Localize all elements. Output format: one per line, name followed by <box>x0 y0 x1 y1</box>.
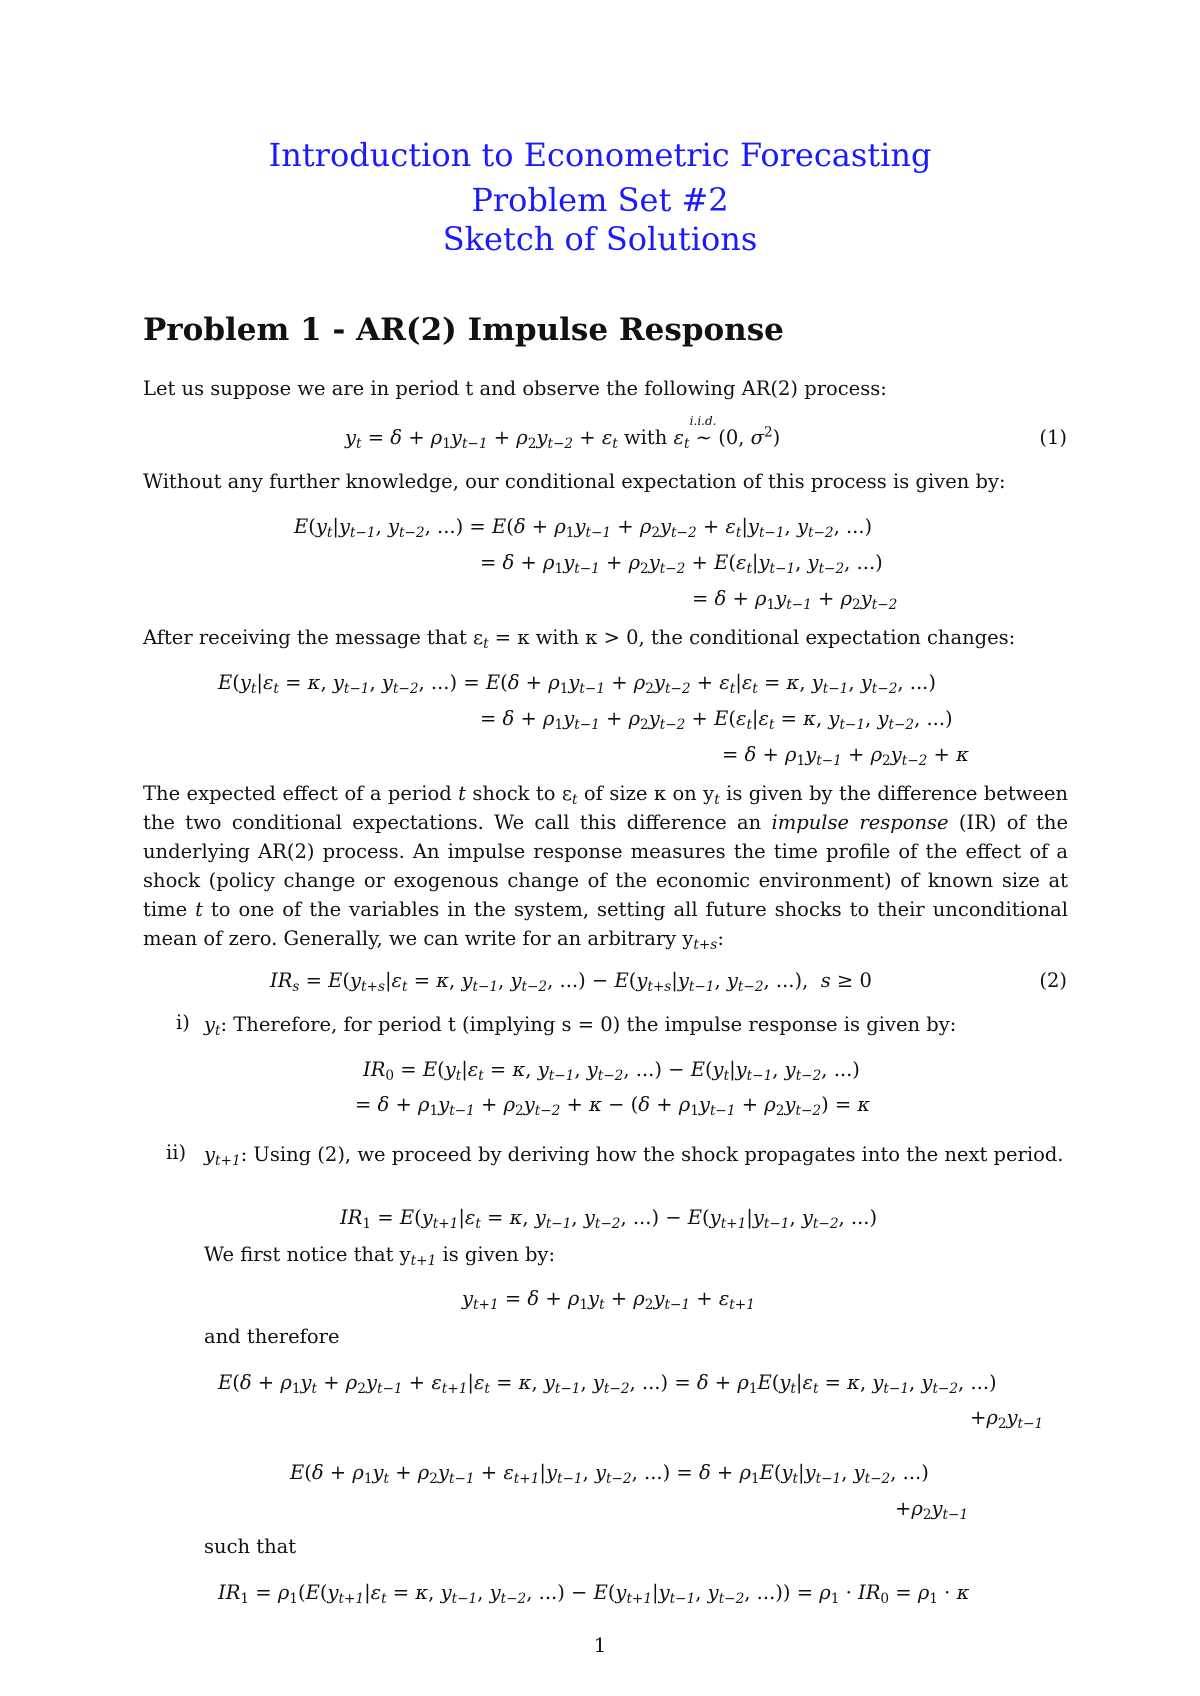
first-notice-text: We first notice that $y_{t+1}$ is given by: <box>204 1243 556 1270</box>
equation-2-label: (2) <box>1039 969 1067 992</box>
ir1-result: $IR_1 = \rho_1(E(y_{t+1}|\varepsilon_t = \kappa$, $y_{t-1}$, $y_{t-2}$, ...) − $E(y_{t+1}|y_{t-1}$, $y_{t-2}$, ...)) = $\rho_1 \cdot IR_0 = \rho_1 \cdot \kappa$ <box>218 1581 970 1608</box>
ir0-line-1: $IR_0 = E(y_t|\varepsilon_t = \kappa$, $y_{t-1}$, $y_{t-2}$, ...) − $E(y_t|y_{t-1}$, $y_{t-2}$, ...) <box>363 1058 860 1085</box>
intro-text: Let us suppose we are in period t and observe the following AR(2) process: <box>143 377 887 400</box>
page-number: 1 <box>593 1633 607 1657</box>
cond-exp2-line-1: $E(y_t|\varepsilon_t = \kappa$, $y_{t-1}$, $y_{t-2}$, ...) = $E(\delta + \rho_1y_{t-1} + \rho_2y_{t-2} + \varepsilon_t|\varepsilon_t = \kappa$, $y_{t-1}$, $y_{t-2}$, ...) <box>218 671 936 698</box>
without-text: Without any further knowledge, our conditional expectation of this process is given by: <box>143 470 1006 493</box>
after-text: After receiving the message that $\varepsilon_t = \kappa$ with κ > 0, the conditional expectation changes: <box>143 626 1016 653</box>
equation-1-label: (1) <box>1039 426 1067 449</box>
section-heading: Problem 1 - AR(2) Impulse Response <box>143 312 784 348</box>
equation-1: $y_t = \delta + \rho_1y_{t-1} + \rho_2y_{t-2} + \varepsilon_t$ with $\varepsilon_t$ i.i.d. ∼ (0, $\sigma^2$) <box>345 414 781 453</box>
cond-exp2-line-3: = $\delta + \rho_1y_{t-1} + \rho_2y_{t-2} + \kappa$ <box>722 743 969 770</box>
cond-exp2-line-2: = $\delta + \rho_1y_{t-1} + \rho_2y_{t-2} + E(\varepsilon_t|\varepsilon_t = \kappa$, $y_{t-1}$, $y_{t-2}$, ...) <box>480 707 953 734</box>
such-that-text: such that <box>204 1535 297 1558</box>
cond-exp3-line-2: $+\rho_2y_{t-1}$ <box>970 1406 1044 1433</box>
document-subtitle-2: Sketch of Solutions <box>442 220 758 258</box>
item-i-text: $y_t$: Therefore, for period t (implying s = 0) the impulse response is given by: <box>204 1013 957 1040</box>
item-ii-marker: ii) <box>166 1141 187 1164</box>
cond-exp3-line-1: $E(\delta + \rho_1y_t + \rho_2y_{t-1} + \varepsilon_{t+1}|\varepsilon_t = \kappa$, $y_{t-1}$, $y_{t-2}$, ...) = $\delta + \rho_1E(y_t|\varepsilon_t = \kappa$, $y_{t-1}$, $y_{t-2}$, ...) <box>218 1371 997 1398</box>
equation-2: $IR_s = E(y_{t+s}|\varepsilon_t = \kappa$, $y_{t-1}$, $y_{t-2}$, ...) − $E(y_{t+s}|y_{t-1}$, $y_{t-2}$, ...), s ≥ 0 <box>270 969 872 996</box>
yt1-equation: $y_{t+1} = \delta + \rho_1y_t + \rho_2y_{t-1} + \varepsilon_{t+1}$ <box>462 1287 755 1314</box>
cond-exp4-line-1: $E(\delta + \rho_1y_t + \rho_2y_{t-1} + \varepsilon_{t+1}|y_{t-1}$, $y_{t-2}$, ...) = $\delta + \rho_1E(y_t|y_{t-1}$, $y_{t-2}$, ...) <box>290 1461 929 1488</box>
ir1-definition: $IR_1 = E(y_{t+1}|\varepsilon_t = \kappa$, $y_{t-1}$, $y_{t-2}$, ...) − $E(y_{t+1}|y_{t-1}$, $y_{t-2}$, ...) <box>340 1206 878 1233</box>
ir0-line-2: = $\delta + \rho_1y_{t-1} + \rho_2y_{t-2} + \kappa - (\delta + \rho_1y_{t-1} + \rho_2y_{t-2}) = \kappa$ <box>355 1093 871 1120</box>
and-therefore-text: and therefore <box>204 1325 340 1348</box>
document-subtitle: Problem Set #2 <box>471 181 729 219</box>
cond-exp-line-2: = $\delta + \rho_1y_{t-1} + \rho_2y_{t-2} + E(\varepsilon_t|y_{t-1}$, $y_{t-2}$, ...) <box>480 551 883 578</box>
item-i-marker: i) <box>176 1011 190 1034</box>
impulse-response-paragraph: The expected effect of a period t shock to $\varepsilon_t$ of size κ on $y_t$ is given by the difference between the two conditional expectations. We call this difference an impulse response (IR) of the underlying AR(2) process. An impulse response measures the time profile of the effect of a shock (policy change or exogenous change of the economic environment) of known size at time t to one of the variables in the system, setting all future shocks to their unconditional mean of zero. Generally, we can write for an arbitrary $y_{t+s}$: <box>143 782 1068 954</box>
cond-exp-line-1: $E(y_t|y_{t-1}$, $y_{t-2}$, ...) = $E(\delta + \rho_1y_{t-1} + \rho_2y_{t-2} + \varepsilon_t|y_{t-1}$, $y_{t-2}$, ...) <box>294 515 873 542</box>
document-title: Introduction to Econometric Forecasting <box>268 136 932 174</box>
item-ii-text: $y_{t+1}$: Using (2), we proceed by deriving how the shock propagates into the next period. <box>204 1143 1064 1170</box>
cond-exp-line-3: = $\delta + \rho_1y_{t-1} + \rho_2y_{t-2}$ <box>692 587 898 614</box>
cond-exp4-line-2: $+\rho_2y_{t-1}$ <box>895 1497 969 1524</box>
